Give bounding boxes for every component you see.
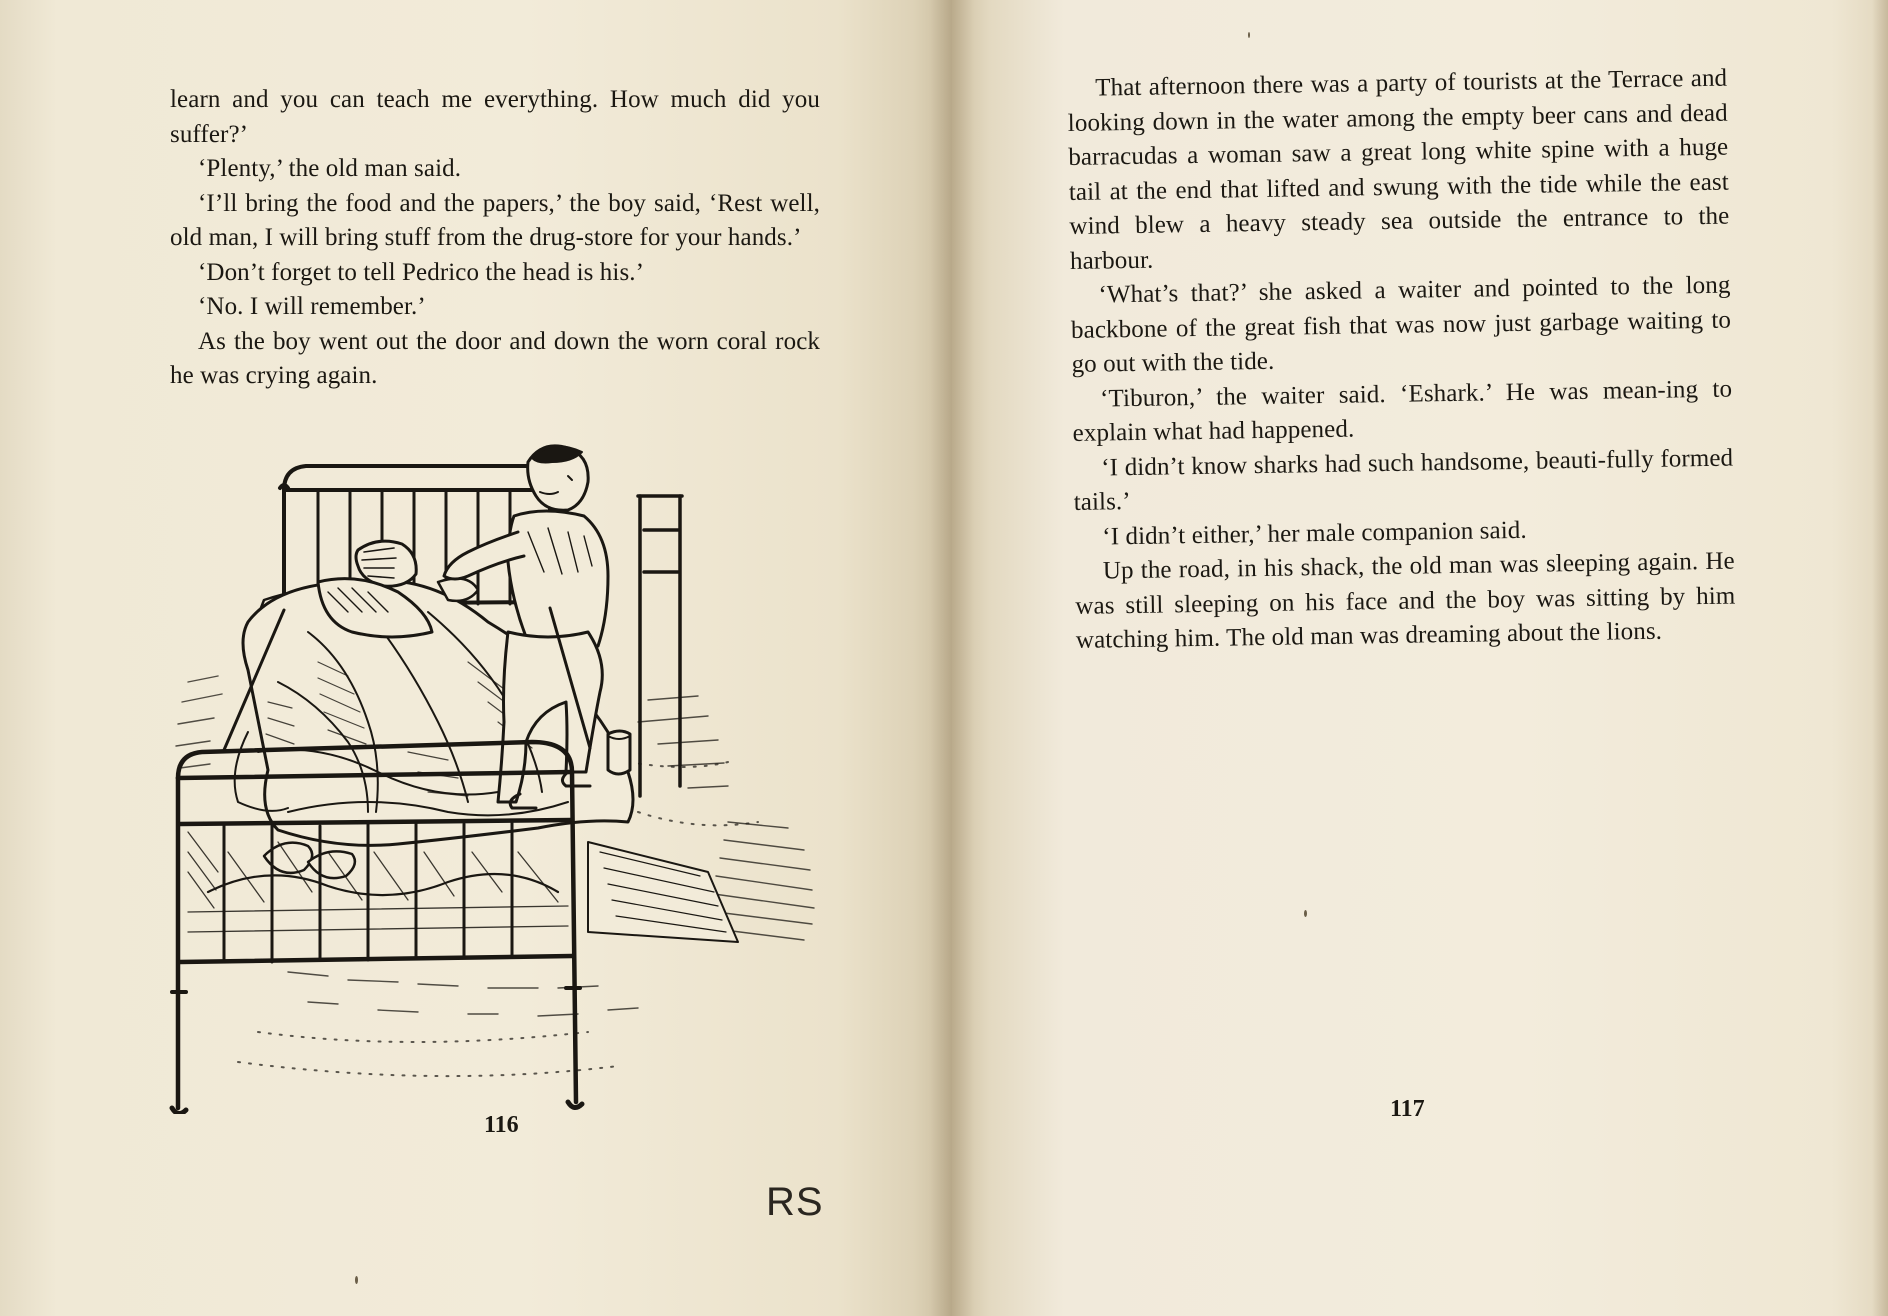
- bed-illustration: [168, 432, 848, 1114]
- paragraph: As the boy went out the door and down the worn coral rock he was crying again.: [170, 327, 820, 389]
- page-edge: [1872, 0, 1888, 1316]
- paragraph: ‘I didn’t either,’ her male companion said.: [1102, 516, 1527, 551]
- right-page: [952, 0, 1888, 1316]
- page-number: 117: [1390, 1096, 1425, 1122]
- paper-speck: [355, 1276, 358, 1284]
- paragraph: learn and you can teach me everything. How much did you suffer?’: [170, 86, 820, 148]
- left-page-text: [170, 83, 820, 394]
- paragraph: ‘Don’t forget to tell Pedrico the head is his.’: [198, 258, 645, 286]
- book-gutter: [930, 0, 974, 1316]
- paragraph: Up the road, in his shack, the old man was sleeping again. He was still sleeping on his face and the boy was sitting by him watching him. The old man was dreaming about the lions.: [1075, 547, 1736, 654]
- paragraph: ‘Tiburon,’ the waiter said. ‘Eshark.’ He was mean-ing to explain what had happened.: [1072, 375, 1733, 447]
- paragraph: ‘Plenty,’ the old man said.: [198, 155, 462, 182]
- paper-speck: [1304, 910, 1307, 917]
- paragraph: ‘I didn’t know sharks had such handsome, beauti-fully formed tails.’: [1073, 444, 1734, 516]
- paragraph: ‘What’s that?’ she asked a waiter and pointed to the long backbone of the great fish that was now just garbage waiting to go out with the tide.: [1070, 271, 1732, 378]
- paragraph: ‘I’ll bring the food and the papers,’ the boy said, ‘Rest well, old man, I will bring stuff from the drug-store for your hands.’: [170, 189, 820, 251]
- paragraph: That afternoon there was a party of tourists at the Terrace and looking down in the water among the empty beer cans and dead barracudas a woman saw a great long white spine with a huge tail at the end that lifted and swung with the tide while the east wind blew a heavy steady sea outside the entrance to the harbour.: [1067, 64, 1730, 275]
- paragraph: ‘No. I will remember.’: [198, 293, 426, 320]
- ownership-mark: RS: [766, 1180, 824, 1224]
- page-number: 116: [484, 1112, 519, 1138]
- right-page-text: [1067, 62, 1736, 659]
- paper-speck: [1248, 32, 1250, 38]
